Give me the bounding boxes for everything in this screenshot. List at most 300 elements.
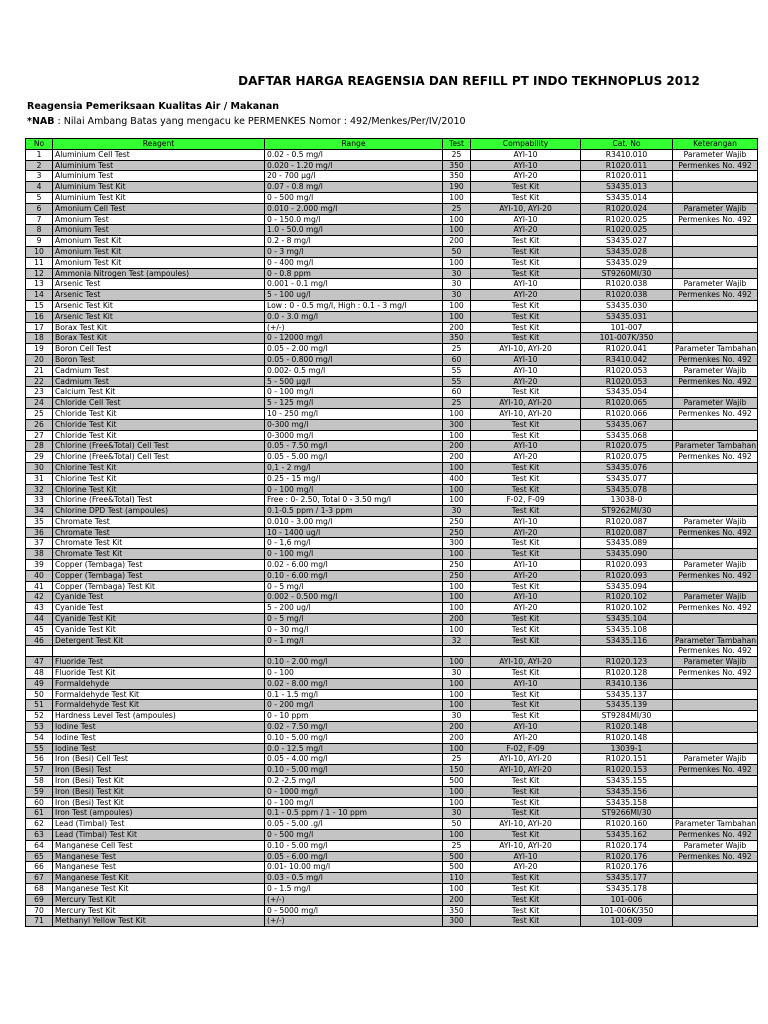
cell-keterangan <box>673 894 758 905</box>
cell-cat-no: R1020.123 <box>581 657 673 668</box>
cell-no: 14 <box>26 290 53 301</box>
cell-keterangan <box>673 192 758 203</box>
cell-keterangan: Parameter Wajib <box>673 754 758 765</box>
cell-compability: Test Kit <box>471 257 581 268</box>
table-row <box>26 538 758 549</box>
cell-reagent: Chloride Test Kit <box>53 430 265 441</box>
cell-no: 23 <box>26 387 53 398</box>
cell-test: 25 <box>443 840 471 851</box>
cell-compability: AYI-20 <box>471 732 581 743</box>
cell-test: 100 <box>443 192 471 203</box>
cell-test: 100 <box>443 257 471 268</box>
cell-keterangan: Parameter Wajib <box>673 657 758 668</box>
cell-compability: Test Kit <box>471 581 581 592</box>
table-row <box>26 851 758 862</box>
cell-no: 49 <box>26 678 53 689</box>
cell-range: 0.0 - 3.0 mg/l <box>265 311 443 322</box>
cell-cat-no: ST9266MI/30 <box>581 808 673 819</box>
table-row <box>26 506 758 517</box>
cell-test: 100 <box>443 883 471 894</box>
cell-compability: Test Kit <box>471 538 581 549</box>
cell-range: 0-3000 mg/l <box>265 430 443 441</box>
cell-reagent: Manganese Test Kit <box>53 873 265 884</box>
cell-test: 25 <box>443 754 471 765</box>
cell-cat-no: S3435.116 <box>581 635 673 646</box>
cell-test: 60 <box>443 387 471 398</box>
table-row <box>26 873 758 884</box>
cell-cat-no: ST9260MI/30 <box>581 268 673 279</box>
cell-no: 12 <box>26 268 53 279</box>
table-row <box>26 668 758 679</box>
cell-compability: Test Kit <box>471 506 581 517</box>
cell-compability: AYI-20 <box>471 452 581 463</box>
cell-keterangan <box>673 236 758 247</box>
cell-reagent: Iron (Besi) Test Kit <box>53 776 265 787</box>
cell-keterangan: Permenkes No. 492 <box>673 646 758 657</box>
cell-cat-no: S3435.076 <box>581 462 673 473</box>
cell-compability: AYI-10 <box>471 592 581 603</box>
cell-range: 0-300 mg/l <box>265 419 443 430</box>
cell-cat-no: S3435.162 <box>581 830 673 841</box>
cell-cat-no: S3435.014 <box>581 192 673 203</box>
cell-test: 200 <box>443 722 471 733</box>
cell-range: 0 - 150.0 mg/l <box>265 214 443 225</box>
cell-compability: Test Kit <box>471 624 581 635</box>
cell-range: 0 - 0.8 ppm <box>265 268 443 279</box>
table-row <box>26 473 758 484</box>
cell-keterangan: Permenkes No. 492 <box>673 408 758 419</box>
cell-keterangan <box>673 883 758 894</box>
cell-no: 10 <box>26 246 53 257</box>
cell-no: 11 <box>26 257 53 268</box>
table-row <box>26 160 758 171</box>
table-row <box>26 236 758 247</box>
cell-cat-no: R1020.176 <box>581 862 673 873</box>
table-row <box>26 549 758 560</box>
cell-reagent: Cyanide Test Kit <box>53 614 265 625</box>
cell-cat-no: S3435.030 <box>581 300 673 311</box>
cell-range: 0.05 - 4.00 mg/l <box>265 754 443 765</box>
cell-reagent: Iron (Besi) Test Kit <box>53 797 265 808</box>
cell-range: 0 - 5000 mg/l <box>265 905 443 916</box>
cell-range: 5 - 125 mg/l <box>265 398 443 409</box>
cell-no: 65 <box>26 851 53 862</box>
cell-no: 29 <box>26 452 53 463</box>
cell-keterangan: Permenkes No. 492 <box>673 570 758 581</box>
cell-cat-no: ST9284MI/30 <box>581 711 673 722</box>
table-row <box>26 182 758 193</box>
cell-test: 25 <box>443 398 471 409</box>
cell-range: 0.05 - 5.00 .g/l <box>265 819 443 830</box>
cell-no: 32 <box>26 484 53 495</box>
table-row <box>26 408 758 419</box>
cell-compability: Test Kit <box>471 387 581 398</box>
cell-reagent: Chromate Test <box>53 516 265 527</box>
cell-reagent: Copper (Tembaga) Test <box>53 570 265 581</box>
cell-keterangan <box>673 495 758 506</box>
cell-test: 30 <box>443 711 471 722</box>
cell-test: 100 <box>443 495 471 506</box>
cell-keterangan <box>673 171 758 182</box>
cell-no: 3 <box>26 171 53 182</box>
cell-test: 300 <box>443 538 471 549</box>
cell-range: 0 - 12000 mg/l <box>265 333 443 344</box>
header-reagent: Reagent <box>53 139 265 150</box>
cell-range: 0 - 5 mg/l <box>265 581 443 592</box>
table-row <box>26 419 758 430</box>
cell-cat-no: R1020.102 <box>581 603 673 614</box>
cell-reagent: Amonium Test Kit <box>53 257 265 268</box>
cell-keterangan: Permenkes No. 492 <box>673 603 758 614</box>
cell-cat-no: R3410.136 <box>581 678 673 689</box>
cell-cat-no: S3435.068 <box>581 430 673 441</box>
cell-compability: Test Kit <box>471 711 581 722</box>
cell-range: 10 - 250 mg/l <box>265 408 443 419</box>
table-row <box>26 592 758 603</box>
cell-test: 100 <box>443 311 471 322</box>
cell-cat-no: R1020.025 <box>581 225 673 236</box>
cell-keterangan <box>673 743 758 754</box>
cell-no: 42 <box>26 592 53 603</box>
cell-keterangan: Parameter Wajib <box>673 516 758 527</box>
cell-reagent: Chromate Test <box>53 527 265 538</box>
cell-keterangan <box>673 246 758 257</box>
cell-cat-no: 13039-1 <box>581 743 673 754</box>
cell-compability: Test Kit <box>471 797 581 808</box>
cell-test <box>443 646 471 657</box>
cell-keterangan <box>673 549 758 560</box>
cell-keterangan <box>673 268 758 279</box>
cell-no: 27 <box>26 430 53 441</box>
cell-keterangan <box>673 614 758 625</box>
cell-range: 0 - 10 ppm <box>265 711 443 722</box>
cell-reagent: Fluoride Test Kit <box>53 668 265 679</box>
cell-cat-no: R1020.025 <box>581 214 673 225</box>
table-row <box>26 711 758 722</box>
cell-compability: AYI-20 <box>471 376 581 387</box>
cell-range: 0 - 400 mg/l <box>265 257 443 268</box>
cell-no: 33 <box>26 495 53 506</box>
cell-compability: Test Kit <box>471 830 581 841</box>
cell-reagent: Arsenic Test Kit <box>53 311 265 322</box>
cell-reagent: Iodine Test <box>53 743 265 754</box>
cell-keterangan: Permenkes No. 492 <box>673 851 758 862</box>
table-row <box>26 840 758 851</box>
table-row <box>26 765 758 776</box>
cell-cat-no: S3435.139 <box>581 700 673 711</box>
cell-no: 51 <box>26 700 53 711</box>
table-row <box>26 700 758 711</box>
table-row <box>26 570 758 581</box>
cell-range: 0.02 - 0.5 mg/l <box>265 149 443 160</box>
cell-reagent: Manganese Test <box>53 862 265 873</box>
cell-test: 200 <box>443 441 471 452</box>
cell-no: 6 <box>26 203 53 214</box>
table-row <box>26 441 758 452</box>
cell-no: 40 <box>26 570 53 581</box>
cell-test: 190 <box>443 182 471 193</box>
cell-compability: AYI-10 <box>471 851 581 862</box>
cell-cat-no: R1020.024 <box>581 203 673 214</box>
cell-compability: AYI-10, AYI-20 <box>471 398 581 409</box>
cell-no: 46 <box>26 635 53 646</box>
cell-no: 20 <box>26 354 53 365</box>
cell-range: 0 - 3 mg/l <box>265 246 443 257</box>
cell-keterangan <box>673 506 758 517</box>
cell-test: 100 <box>443 624 471 635</box>
table-row <box>26 376 758 387</box>
cell-compability: AYI-10 <box>471 441 581 452</box>
cell-range: 0 - 500 mg/l <box>265 830 443 841</box>
table-row <box>26 786 758 797</box>
cell-compability: AYI-20 <box>471 527 581 538</box>
cell-test: 100 <box>443 689 471 700</box>
cell-no: 68 <box>26 883 53 894</box>
cell-no: 35 <box>26 516 53 527</box>
cell-range: 0.1 - 1.5 mg/l <box>265 689 443 700</box>
cell-compability: AYI-10 <box>471 214 581 225</box>
document-title: DAFTAR HARGA REAGENSIA DAN REFILL PT INDO TEKHNOPLUS 2012 <box>238 74 700 88</box>
cell-compability: Test Kit <box>471 916 581 927</box>
cell-keterangan: Permenkes No. 492 <box>673 354 758 365</box>
cell-compability: F-02, F-09 <box>471 495 581 506</box>
cell-reagent: Cadmium Test <box>53 365 265 376</box>
cell-range: Free : 0- 2.50, Total 0 - 3.50 mg/l <box>265 495 443 506</box>
cell-reagent: Chlorine Test Kit <box>53 473 265 484</box>
table-row <box>26 614 758 625</box>
cell-reagent: Aluminium Test Kit <box>53 182 265 193</box>
cell-range: 0.10 - 5.00 mg/l <box>265 732 443 743</box>
cell-no: 17 <box>26 322 53 333</box>
cell-range: 0.05 - 2.00 mg/l <box>265 344 443 355</box>
cell-cat-no: S3435.156 <box>581 786 673 797</box>
cell-compability: Test Kit <box>471 462 581 473</box>
cell-cat-no: R1020.041 <box>581 344 673 355</box>
cell-keterangan <box>673 624 758 635</box>
cell-reagent: Boron Cell Test <box>53 344 265 355</box>
cell-cat-no: R1020.148 <box>581 722 673 733</box>
cell-test: 32 <box>443 635 471 646</box>
cell-cat-no: S3435.078 <box>581 484 673 495</box>
cell-compability: Test Kit <box>471 873 581 884</box>
table-row <box>26 484 758 495</box>
cell-cat-no: S3435.177 <box>581 873 673 884</box>
cell-keterangan <box>673 322 758 333</box>
header-no: No <box>26 139 53 150</box>
cell-range: 0.001 - 0.1 mg/l <box>265 279 443 290</box>
cell-test: 25 <box>443 344 471 355</box>
cell-compability: AYI-10 <box>471 365 581 376</box>
cell-cat-no: S3435.028 <box>581 246 673 257</box>
cell-cat-no: R1020.093 <box>581 570 673 581</box>
cell-reagent: Iron (Besi) Cell Test <box>53 754 265 765</box>
cell-keterangan: Permenkes No. 492 <box>673 668 758 679</box>
cell-keterangan <box>673 430 758 441</box>
cell-keterangan <box>673 862 758 873</box>
reagent-price-table <box>25 138 758 927</box>
cell-reagent: Chromate Test Kit <box>53 549 265 560</box>
cell-cat-no: R1020.011 <box>581 160 673 171</box>
cell-range: 0.10 - 6.00 mg/l <box>265 570 443 581</box>
cell-no: 36 <box>26 527 53 538</box>
cell-reagent: Chloride Test Kit <box>53 408 265 419</box>
cell-reagent: Fluoride Test <box>53 657 265 668</box>
cell-compability: AYI-10 <box>471 354 581 365</box>
cell-compability: AYI-10 <box>471 279 581 290</box>
cell-compability: Test Kit <box>471 300 581 311</box>
cell-no: 66 <box>26 862 53 873</box>
cell-test: 100 <box>443 786 471 797</box>
cell-keterangan <box>673 484 758 495</box>
cell-reagent: Boron Test <box>53 354 265 365</box>
cell-range: 0.10 - 5.00 mg/l <box>265 840 443 851</box>
cell-range: 0.0 - 12.5 mg/l <box>265 743 443 754</box>
cell-no: 47 <box>26 657 53 668</box>
cell-range: 0 - 100 mg/l <box>265 484 443 495</box>
cell-range: 10 - 1400 ug/l <box>265 527 443 538</box>
cell-reagent: Chlorine (Free&Total) Cell Test <box>53 441 265 452</box>
table-row <box>26 225 758 236</box>
cell-reagent: Lead (Timbal) Test Kit <box>53 830 265 841</box>
table-row <box>26 462 758 473</box>
cell-cat-no: S3435.137 <box>581 689 673 700</box>
cell-reagent: Amonium Test <box>53 214 265 225</box>
cell-range: 0 - 1,6 mg/l <box>265 538 443 549</box>
cell-keterangan: Parameter Tambahan <box>673 819 758 830</box>
cell-compability <box>471 646 581 657</box>
cell-range: 0.03 - 0.5 mg/l <box>265 873 443 884</box>
cell-no: 24 <box>26 398 53 409</box>
cell-keterangan: Parameter Tambahan <box>673 441 758 452</box>
cell-no: 18 <box>26 333 53 344</box>
cell-range: 0.020 - 1.20 mg/l <box>265 160 443 171</box>
table-row <box>26 430 758 441</box>
cell-test: 100 <box>443 678 471 689</box>
header-keterangan: Keterangan <box>673 139 758 150</box>
cell-keterangan: Parameter Tambahan <box>673 344 758 355</box>
table-row <box>26 171 758 182</box>
cell-keterangan: Parameter Wajib <box>673 840 758 851</box>
cell-test: 100 <box>443 603 471 614</box>
table-row <box>26 646 758 657</box>
cell-cat-no: ST9262MI/30 <box>581 506 673 517</box>
table-row <box>26 268 758 279</box>
cell-cat-no: S3435.077 <box>581 473 673 484</box>
cell-reagent: Arsenic Test Kit <box>53 300 265 311</box>
document-subtitle: Reagensia Pemeriksaan Kualitas Air / Makanan <box>27 101 280 112</box>
cell-test: 30 <box>443 290 471 301</box>
cell-range: 0 - 100 mg/l <box>265 387 443 398</box>
cell-range <box>265 646 443 657</box>
cell-range: 0.07 - 0.8 mg/l <box>265 182 443 193</box>
cell-range: 0 - 1000 mg/l <box>265 786 443 797</box>
nab-note <box>27 116 466 127</box>
table-row <box>26 452 758 463</box>
cell-compability: AYI-20 <box>471 290 581 301</box>
cell-reagent: Detergent Test Kit <box>53 635 265 646</box>
cell-cat-no: R1020.087 <box>581 527 673 538</box>
cell-cat-no: R1020.066 <box>581 408 673 419</box>
cell-test: 100 <box>443 214 471 225</box>
cell-compability: AYI-20 <box>471 570 581 581</box>
cell-no: 31 <box>26 473 53 484</box>
cell-compability: Test Kit <box>471 883 581 894</box>
table-row <box>26 365 758 376</box>
cell-compability: Test Kit <box>471 905 581 916</box>
cell-cat-no: S3435.027 <box>581 236 673 247</box>
cell-test: 200 <box>443 452 471 463</box>
table-row <box>26 322 758 333</box>
table-row <box>26 387 758 398</box>
cell-no: 71 <box>26 916 53 927</box>
cell-compability: AYI-10 <box>471 160 581 171</box>
cell-keterangan <box>673 538 758 549</box>
cell-compability: Test Kit <box>471 322 581 333</box>
cell-keterangan <box>673 300 758 311</box>
table-row <box>26 743 758 754</box>
table-row <box>26 279 758 290</box>
cell-reagent: Mercury Test Kit <box>53 905 265 916</box>
cell-range: 0.10 - 2.00 mg/l <box>265 657 443 668</box>
cell-range: 0.10 - 5.00 mg/l <box>265 765 443 776</box>
cell-keterangan: Permenkes No. 492 <box>673 376 758 387</box>
cell-test: 25 <box>443 203 471 214</box>
cell-compability: AYI-10, AYI-20 <box>471 203 581 214</box>
cell-test: 100 <box>443 484 471 495</box>
cell-range: 0.05 - 6.00 mg/l <box>265 851 443 862</box>
cell-no: 63 <box>26 830 53 841</box>
cell-reagent: Iron (Besi) Test Kit <box>53 786 265 797</box>
cell-no: 50 <box>26 689 53 700</box>
cell-reagent: Arsenic Test <box>53 290 265 301</box>
cell-cat-no: 101-007K/350 <box>581 333 673 344</box>
table-row <box>26 819 758 830</box>
cell-test: 200 <box>443 614 471 625</box>
cell-reagent: Chlorine (Free&Total) Cell Test <box>53 452 265 463</box>
cell-range: Low : 0 - 0.5 mg/l, High : 0.1 - 3 mg/l <box>265 300 443 311</box>
cell-test: 300 <box>443 419 471 430</box>
cell-keterangan <box>673 462 758 473</box>
cell-compability: Test Kit <box>471 311 581 322</box>
table-row <box>26 257 758 268</box>
cell-no: 59 <box>26 786 53 797</box>
cell-reagent: Iodine Test <box>53 732 265 743</box>
cell-test: 500 <box>443 862 471 873</box>
cell-range: 0.002 - 0.500 mg/l <box>265 592 443 603</box>
cell-keterangan: Parameter Wajib <box>673 560 758 571</box>
header-test: Test <box>443 139 471 150</box>
cell-no: 9 <box>26 236 53 247</box>
cell-keterangan: Permenkes No. 492 <box>673 290 758 301</box>
cell-reagent: Hardness Level Test (ampoules) <box>53 711 265 722</box>
header-cat-no: Cat. No <box>581 139 673 150</box>
cell-compability: Test Kit <box>471 689 581 700</box>
cell-test: 30 <box>443 268 471 279</box>
cell-no: 69 <box>26 894 53 905</box>
cell-range: 0 - 1.5 mg/l <box>265 883 443 894</box>
cell-cat-no: S3435.029 <box>581 257 673 268</box>
cell-compability: AYI-10 <box>471 722 581 733</box>
cell-range: 0 - 100 <box>265 668 443 679</box>
table-row <box>26 344 758 355</box>
cell-keterangan: Parameter Wajib <box>673 279 758 290</box>
cell-reagent: Formaldehyde <box>53 678 265 689</box>
cell-no: 55 <box>26 743 53 754</box>
cell-range: 20 - 700 µg/l <box>265 171 443 182</box>
cell-cat-no: S3435.089 <box>581 538 673 549</box>
cell-range: 0 - 5 mg/l <box>265 614 443 625</box>
cell-compability: Test Kit <box>471 473 581 484</box>
